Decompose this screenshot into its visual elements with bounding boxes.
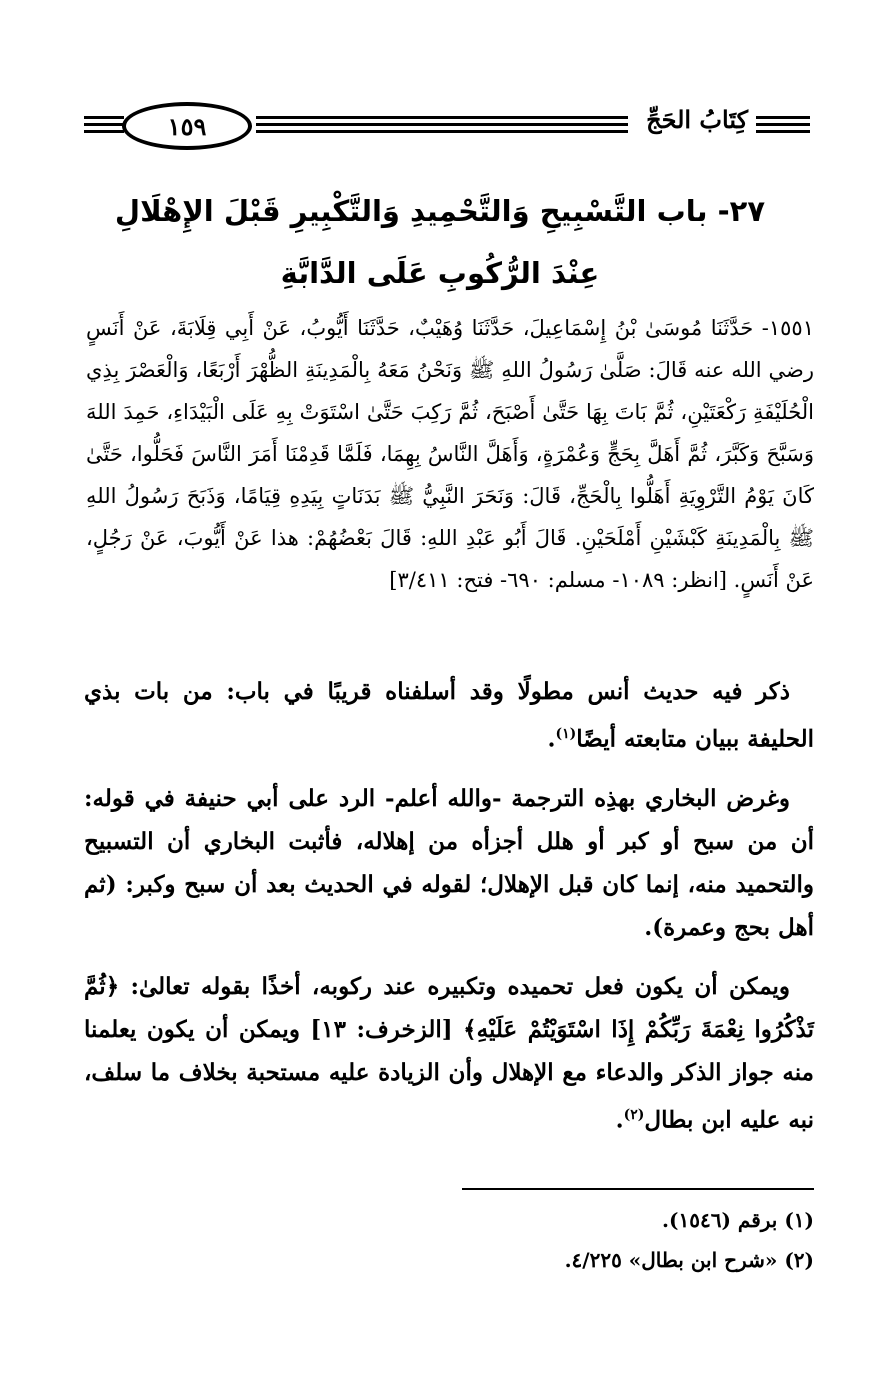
header-rule [256, 116, 628, 119]
header-rule [256, 130, 628, 133]
page-number-oval [122, 102, 252, 150]
hadith-text: ١٥٥١- حَدَّثَنَا مُوسَىٰ بْنُ إِسْمَاعِيلَ، حَدَّثَنَا وُهَيْبٌ، حَدَّثَنَا أَيُّوبُ، عَنْ أَبِي قِلَابَةَ، عَنْ أَنَسٍ رضي الله عنه قَالَ: صَلَّىٰ رَسُولُ اللهِ ﷺ وَنَحْنُ مَعَهُ بِالْمَدِينَةِ الظُّهْرَ أَرْبَعًا، وَالْعَصْرَ بِذِي الْحُلَيْفَةِ رَكْعَتَيْنِ، ثُمَّ بَاتَ بِهَا حَتَّىٰ أَصْبَحَ، ثُمَّ رَكِبَ حَتَّىٰ اسْتَوَتْ بِهِ عَلَى الْبَيْدَاءِ، حَمِدَ اللهَ وَسَبَّحَ وَكَبَّرَ، ثُمَّ أَهَلَّ بِحَجٍّ وَعُمْرَةٍ، وَأَهَلَّ النَّاسُ بِهِمَا، فَلَمَّا قَدِمْنَا أَمَرَ النَّاسَ فَحَلُّوا، حَتَّىٰ كَانَ يَوْمُ التَّرْوِيَةِ أَهَلُّوا بِالْحَجِّ، قَالَ: وَنَحَرَ النَّبِيُّ ﷺ بَدَنَاتٍ بِيَدِهِ قِيَامًا، وَذَبَحَ رَسُولُ اللهِ ﷺ بِالْمَدِينَةِ كَبْشَيْنِ أَمْلَحَيْنِ. قَالَ أَبُو عَبْدِ اللهِ: قَالَ بَعْضُهُمْ: هذا عَنْ أَيُّوبَ، عَنْ رَجُلٍ، عَنْ أَنَسٍ. [انظر: ١٠٨٩- مسلم: ٦٩٠- فتح: ٣/٤١١] [86, 316, 814, 592]
hadith-text-block [86, 307, 814, 601]
chapter-heading-line2: عِنْدَ الرُّكُوبِ عَلَى الدَّابَّةِ [280, 256, 600, 290]
footnote-reference: (١) [555, 726, 577, 742]
footnote-reference: (٢) [623, 1106, 645, 1123]
punctuation: . [547, 725, 556, 753]
commentary-paragraph-1 [84, 670, 814, 761]
chapter-heading [80, 180, 800, 304]
header-rule [84, 123, 124, 126]
footnote-2: (٢) «شرح ابن بطال» ٤/٢٢٥. [564, 1248, 814, 1272]
commentary-paragraph-3 [84, 965, 814, 1142]
commentary-block [84, 670, 814, 1157]
book-title: كِتَابُ الحَجِّ [646, 105, 748, 134]
footnote-separator [462, 1188, 814, 1190]
punctuation: . [615, 1106, 624, 1134]
commentary-paragraph-2: وغرض البخاري بهذِه الترجمة -والله أعلم- الرد على أبي حنيفة في قوله: أن من سبح أو كبر أو هلل أجزأه من إهلاله، فأثبت البخاري أن التسبيح والتحميد منه، إنما كان قبل الإهلال؛ لقوله في الحديث بعد أن سبح وكبر: (ثم أهل بحج وعمرة). [84, 784, 814, 941]
header-rule [256, 123, 628, 126]
chapter-heading-line1: ٢٧- باب التَّسْبِيحِ وَالتَّحْمِيدِ وَالتَّكْبِيرِ قَبْلَ الإِهْلَالِ [114, 194, 766, 228]
header-rule [756, 130, 810, 133]
commentary-text: ذكر فيه حديث أنس مطولًا وقد أسلفناه قريبًا في باب: من بات بذي الحليفة ببيان متابعته أيضًا [84, 678, 814, 753]
header-rule [756, 123, 810, 126]
commentary-text: ويمكن أن يكون فعل تحميده وتكبيره عند ركوبه، أخذًا بقوله تعالىٰ: ﴿ثُمَّ تَذْكُرُوا نِعْمَةَ رَبِّكُمْ إِذَا اسْتَوَيْتُمْ عَلَيْهِ﴾ [الزخرف: ١٣] ويمكن أن يكون يعلمنا منه جواز الذكر والدعاء مع الإهلال وأن الزيادة عليه مستحبة بخلاف ما سلف، نبه عليه ابن بطال [84, 972, 814, 1134]
header-rule [84, 130, 124, 133]
header-rule [756, 116, 810, 119]
page-header [84, 96, 810, 152]
footnote-1: (١) برقم (١٥٤٦). [662, 1208, 814, 1232]
header-rule [84, 116, 124, 119]
page-number: ١٥٩ [167, 111, 207, 141]
footnotes [86, 1200, 814, 1280]
